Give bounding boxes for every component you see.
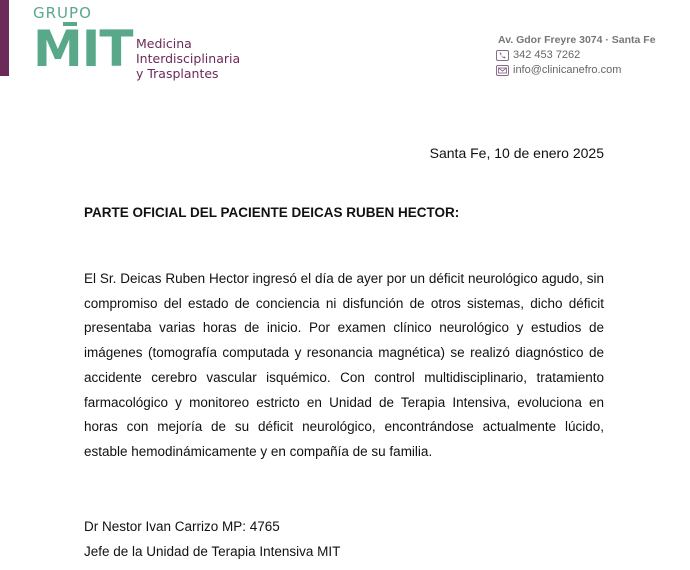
contact-phone-row xyxy=(496,48,656,63)
contact-phone: 342 453 7262 xyxy=(513,49,581,61)
tagline-line: Interdisciplinaria xyxy=(136,51,241,66)
letter-title: PARTE OFICIAL DEL PACIENTE DEICAS RUBEN HECTOR: xyxy=(84,205,460,220)
email-icon xyxy=(496,65,509,76)
tagline-line: y Trasplantes xyxy=(136,66,219,81)
letter-body: El Sr. Deicas Ruben Hector ingresó el día de ayer por un déficit neurológico agudo, sin compromiso del estado de conciencia ni disfunción de otros sistemas, dicho déficit presentaba varias horas de inicio. Por examen clínico neurológico y estudios de imágenes (tomografía computada y resonancia magnética) se realizó diagnóstico de accidente cerebro vascular isquémico. Con control multidisciplinario, tratamiento farmacológico y monitoreo estricto en Unidad de Terapia Intensiva, evoluciona en horas con mejoría de su déficit neurológico, encontrándose actualmente lúcido, estable hemodinámicamente y en compañía de su familia. xyxy=(84,271,604,459)
contact-block xyxy=(496,33,656,78)
contact-email: info@clinicanefro.com xyxy=(513,64,622,76)
signature xyxy=(84,515,340,564)
tagline-line: Medicina xyxy=(136,36,192,51)
contact-address: Av. Gdor Freyre 3074 · Santa Fe xyxy=(498,34,656,46)
signature-name: Dr Nestor Ivan Carrizo MP: 4765 xyxy=(84,519,280,534)
logo-tagline xyxy=(136,36,240,81)
logo-group-text: GRUPO xyxy=(33,4,92,22)
brand-accent-bar xyxy=(0,0,9,76)
signature-role: Jefe de la Unidad de Terapia Intensiva MIT xyxy=(84,543,341,559)
letter-date: Santa Fe, 10 de enero 2025 xyxy=(429,145,604,161)
phone-icon xyxy=(496,50,509,61)
logo-mark: MIT xyxy=(33,20,133,78)
contact-email-row xyxy=(496,63,656,78)
